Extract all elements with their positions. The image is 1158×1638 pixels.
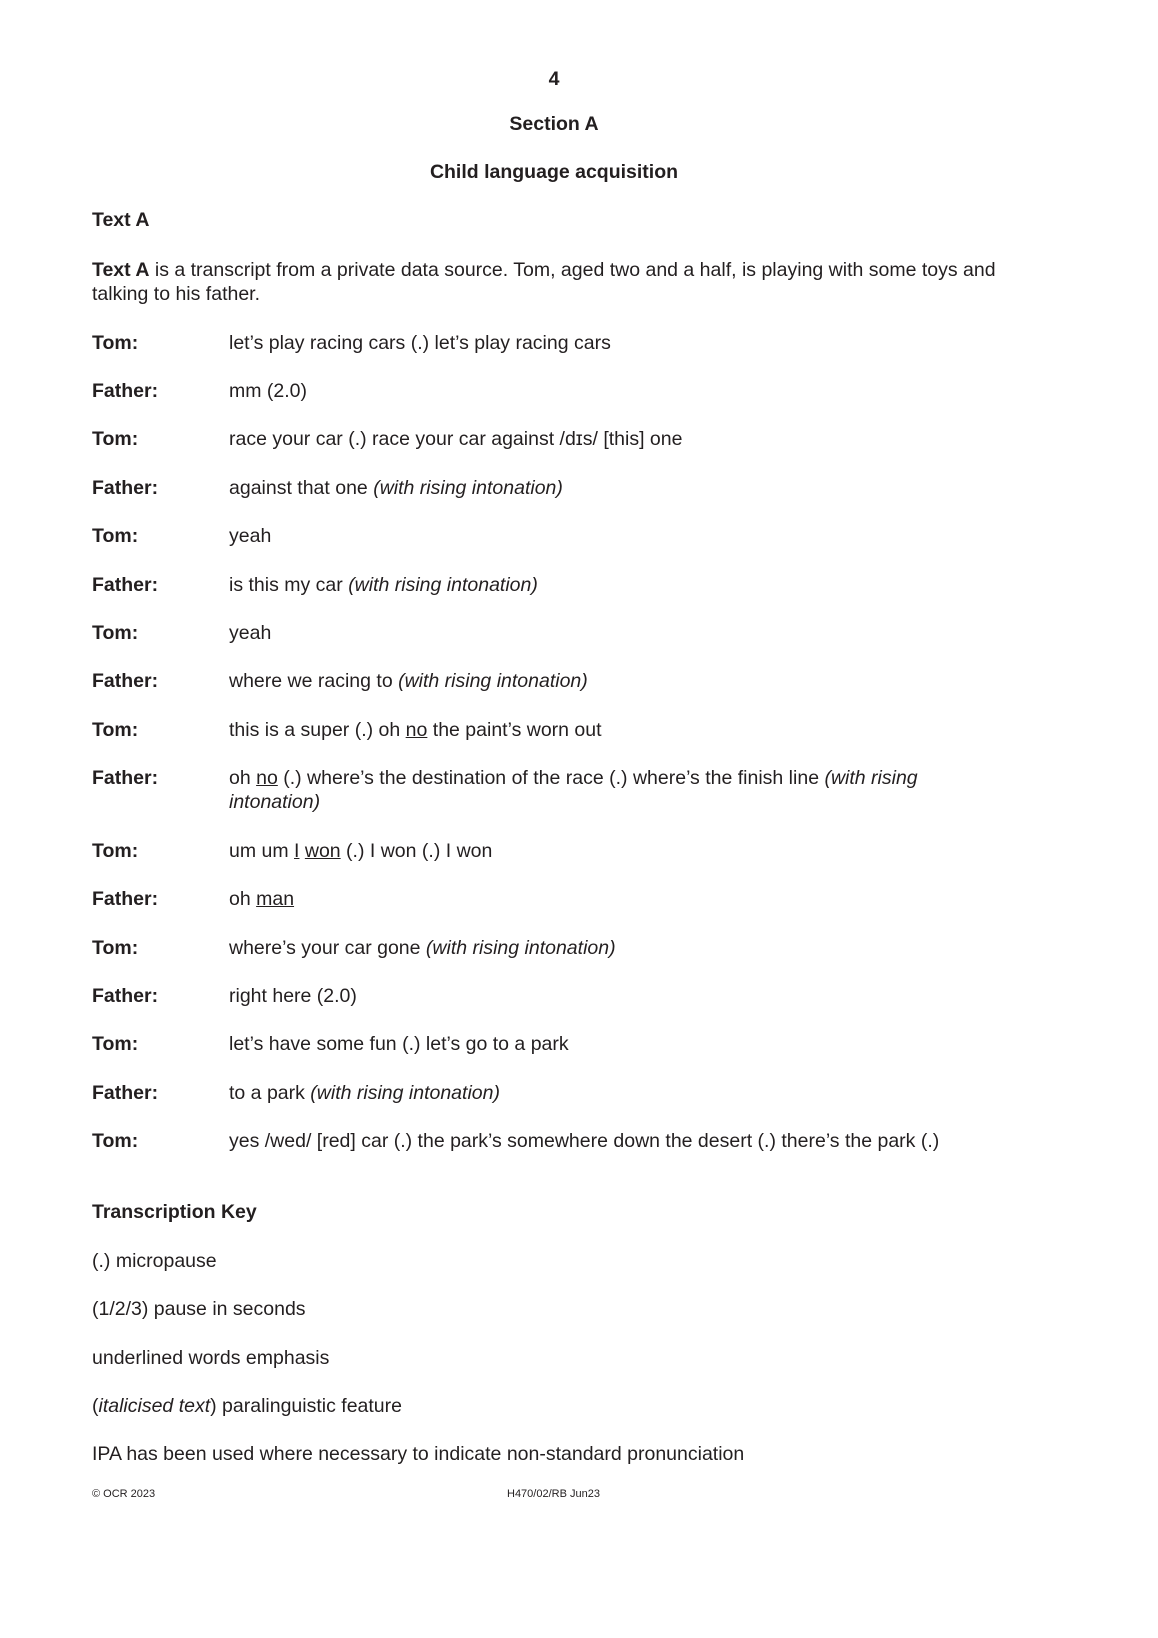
- emphasis-text: won: [304, 840, 341, 862]
- text-segment: the paint’s worn out: [427, 719, 602, 741]
- footer-code: H470/02/RB Jun23: [507, 1488, 600, 1500]
- utterance: [229, 1081, 1009, 1105]
- text-segment: mm (2.0): [229, 380, 307, 402]
- text-segment: (.) where’s the destination of the race (.) where’s the finish line: [277, 767, 825, 789]
- paralinguistic-text: (with rising intonation): [373, 477, 563, 499]
- utterance: [229, 936, 1009, 960]
- text-segment: to a park: [229, 1082, 311, 1104]
- text-segment: right here (2.0): [229, 985, 357, 1007]
- speaker-label: Tom:: [92, 1033, 139, 1055]
- text-segment: race your car (.) race your car against /dɪs/ [this] one: [229, 428, 683, 450]
- text-segment: oh: [229, 888, 257, 910]
- text-segment: ) paralinguistic feature: [210, 1395, 402, 1417]
- emphasis-text: I: [294, 840, 300, 862]
- utterance: [229, 427, 1009, 451]
- utterance: [229, 718, 1009, 742]
- text-segment: (.) micropause: [92, 1250, 217, 1272]
- speaker-label: Father:: [92, 767, 159, 789]
- speaker-label: Father:: [92, 670, 159, 692]
- section-title: Section A: [509, 113, 599, 135]
- emphasis-text: no: [405, 719, 428, 741]
- text-segment: this is a super (.) oh: [229, 719, 406, 741]
- section-subtitle: Child language acquisition: [429, 161, 679, 183]
- text-segment: IPA has been used where necessary to indicate non-standard pronunciation: [92, 1443, 745, 1465]
- text-segment: (1/2/3) pause in seconds: [92, 1298, 306, 1320]
- speaker-label: Tom:: [92, 937, 139, 959]
- utterance: [229, 476, 1009, 500]
- text-segment: yeah: [229, 525, 272, 547]
- page-number: 4: [548, 68, 560, 90]
- emphasis-text: man: [256, 888, 295, 910]
- text-segment: where’s your car gone: [229, 937, 426, 959]
- key-heading: Transcription Key: [92, 1201, 257, 1223]
- utterance: [229, 984, 1009, 1008]
- text-segment: let’s have some fun (.) let’s go to a park: [229, 1033, 569, 1055]
- text-heading: Text A: [92, 209, 150, 231]
- intro-bold: Text A: [92, 259, 150, 281]
- speaker-label: Tom:: [92, 332, 139, 354]
- utterance: [229, 766, 1009, 814]
- speaker-label: Father:: [92, 985, 159, 1007]
- speaker-label: Tom:: [92, 525, 139, 547]
- paralinguistic-text: (with rising intonation): [425, 937, 616, 959]
- text-segment: um um: [229, 840, 295, 862]
- paralinguistic-text: (with rising intonation): [348, 574, 538, 596]
- utterance: [229, 524, 1009, 548]
- key-item: [92, 1347, 329, 1370]
- text-segment: yeah: [229, 622, 272, 644]
- intro-paragraph: [92, 258, 1022, 306]
- speaker-label: Tom:: [92, 1130, 139, 1152]
- speaker-label: Father:: [92, 574, 159, 596]
- speaker-label: Tom:: [92, 622, 139, 644]
- utterance: [229, 331, 1009, 355]
- speaker-label: Tom:: [92, 719, 139, 741]
- utterance: [229, 1032, 1009, 1056]
- paralinguistic-text: (with rising intonation): [229, 767, 918, 813]
- paralinguistic-text: italicised text: [98, 1395, 211, 1417]
- speaker-label: Father:: [92, 477, 159, 499]
- utterance: [229, 669, 1009, 693]
- utterance: [229, 839, 1009, 863]
- text-segment: oh: [229, 767, 257, 789]
- emphasis-text: no: [256, 767, 278, 789]
- utterance: [229, 573, 1009, 597]
- speaker-label: Tom:: [92, 428, 139, 450]
- text-segment: against that one: [229, 477, 374, 499]
- key-item: [92, 1250, 217, 1273]
- utterance: [229, 379, 1009, 403]
- intro-text: is a transcript from a private data source. Tom, aged two and a half, is playing with some toys and talking to his father.: [92, 259, 996, 305]
- key-item: [92, 1443, 744, 1466]
- speaker-label: Father:: [92, 1082, 159, 1104]
- key-item: [92, 1395, 402, 1418]
- speaker-label: Tom:: [92, 840, 139, 862]
- text-segment: underlined words emphasis: [92, 1347, 330, 1369]
- text-segment: is this my car: [229, 574, 349, 596]
- speaker-label: Father:: [92, 888, 159, 910]
- text-segment: (: [92, 1395, 99, 1417]
- text-segment: (.) I won (.) I won: [340, 840, 493, 862]
- paralinguistic-text: (with rising intonation): [398, 670, 588, 692]
- text-segment: yes /wed/ [red] car (.) the park’s somewhere down the desert (.) there’s the park (.): [229, 1130, 940, 1152]
- footer-copyright: © OCR 2023: [92, 1488, 156, 1500]
- paralinguistic-text: (with rising intonation): [310, 1082, 500, 1104]
- text-segment: where we racing to: [229, 670, 399, 692]
- key-item: [92, 1298, 306, 1321]
- speaker-label: Father:: [92, 380, 159, 402]
- utterance: [229, 621, 1009, 645]
- utterance: [229, 887, 1009, 911]
- text-segment: let’s play racing cars (.) let’s play racing cars: [229, 332, 611, 354]
- utterance: [229, 1129, 1009, 1153]
